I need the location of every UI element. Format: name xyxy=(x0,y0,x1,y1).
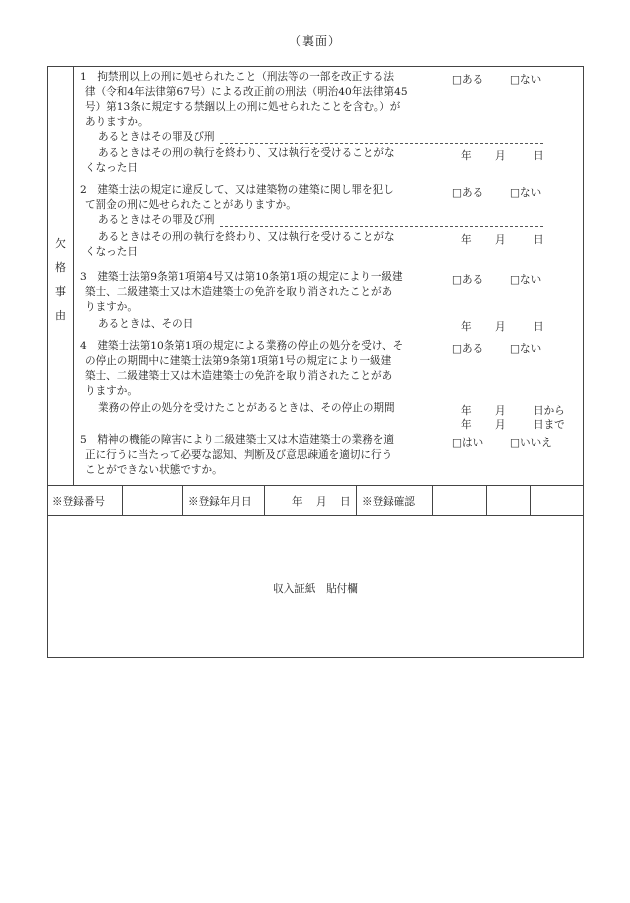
item-2-date-month: 月 xyxy=(495,234,506,246)
item-3-line-1: 3 建築士法第9条第1項第4号又は第10条第1項の規定により一級建 xyxy=(80,271,403,283)
item-4-to-month: 月 xyxy=(495,419,506,431)
item-1-date-desc-1: あるときはその刑の執行を終わり、又は執行を受けることがな xyxy=(98,147,395,159)
item-2-option-no[interactable]: □ない xyxy=(510,187,542,199)
item-3-line-2: 築士、二級建築士又は木造建築士の免許を取り消されたことがあ xyxy=(85,286,393,298)
registration-row-bottom-border xyxy=(48,515,583,516)
item-2-crime-field[interactable] xyxy=(220,226,543,227)
side-label-char-1: 欠 xyxy=(55,237,66,250)
item-5-option-no[interactable]: □いいえ xyxy=(510,437,552,449)
item-4-option-no[interactable]: □ない xyxy=(510,343,542,355)
item-3-line-3: りますか。 xyxy=(85,301,138,313)
item-1-date-desc-2: くなった日 xyxy=(85,162,138,174)
item-2-date-desc-2: くなった日 xyxy=(85,246,138,258)
side-label-char-2: 格 xyxy=(55,261,66,274)
item-3-date-label: あるときは、その日 xyxy=(98,318,194,330)
item-3-date-month: 月 xyxy=(495,321,506,333)
side-label-char-3: 事 xyxy=(55,285,66,298)
item-4-to-day: 日まで xyxy=(533,419,565,431)
item-3-option-yes[interactable]: □ある xyxy=(452,274,484,286)
item-1-line-1: 1 拘禁刑以上の刑に処せられたこと（刑法等の一部を改正する法 xyxy=(80,71,394,83)
reg-divider-2 xyxy=(182,485,183,515)
item-1-date-month: 月 xyxy=(495,150,506,162)
reg-divider-1 xyxy=(122,485,123,515)
item-1-line-4: ありますか。 xyxy=(85,116,149,128)
item-2-date-desc-1: あるときはその刑の執行を終わり、又は執行を受けることがな xyxy=(98,231,395,243)
item-4-line-4: りますか。 xyxy=(85,385,138,397)
reg-divider-3 xyxy=(264,485,265,515)
item-5-option-yes[interactable]: □はい xyxy=(452,437,484,449)
page-title: （裏面） xyxy=(288,34,341,48)
form-frame xyxy=(47,66,584,658)
item-1-option-no[interactable]: □ない xyxy=(510,74,542,86)
item-2-date-year: 年 xyxy=(461,234,472,246)
registration-number-label: ※登録番号 xyxy=(52,496,105,508)
item-1-crime-label: あるときはその罪及び刑 xyxy=(98,131,215,143)
registration-row-top-border xyxy=(48,485,583,486)
revenue-stamp-label: 収入証紙 貼付欄 xyxy=(273,583,358,595)
reg-divider-7 xyxy=(530,485,531,515)
item-5-line-2: 正に行うに当たって必要な認知、判断及び意思疎通を適切に行う xyxy=(85,449,393,461)
item-4-from-year: 年 xyxy=(461,405,472,417)
item-1-crime-field[interactable] xyxy=(220,143,543,144)
item-2-crime-label: あるときはその罪及び刑 xyxy=(98,214,215,226)
item-4-period-label: 業務の停止の処分を受けたことがあるときは、その停止の期間 xyxy=(98,402,395,414)
item-2-option-yes[interactable]: □ある xyxy=(452,187,484,199)
registration-date-month: 月 xyxy=(316,496,327,508)
registration-date-label: ※登録年月日 xyxy=(188,496,252,508)
item-5-line-1: 5 精神の機能の障害により二級建築士又は木造建築士の業務を適 xyxy=(80,434,394,446)
item-4-from-month: 月 xyxy=(495,405,506,417)
item-4-line-1: 4 建築士法第10条第1項の規定による業務の停止の処分を受け、そ xyxy=(80,340,404,352)
item-1-date-day: 日 xyxy=(533,150,544,162)
registration-confirm-label: ※登録確認 xyxy=(362,496,415,508)
reg-divider-4 xyxy=(356,485,357,515)
item-4-from-day: 日から xyxy=(533,405,565,417)
item-1-option-yes[interactable]: □ある xyxy=(452,74,484,86)
reg-divider-5 xyxy=(432,485,433,515)
item-2-line-1: 2 建築士法の規定に違反して、又は建築物の建築に関し罪を犯し xyxy=(80,184,394,196)
item-4-option-yes[interactable]: □ある xyxy=(452,343,484,355)
side-label-char-4: 由 xyxy=(55,309,66,322)
item-1-line-2: 律（令和4年法律第67号）による改正前の刑法（明治40年法律第45 xyxy=(85,86,408,98)
item-2-line-2: て罰金の刑に処せられたことがありますか。 xyxy=(85,199,297,211)
item-1-line-3: 号）第13条に規定する禁錮以上の刑に処せられたことを含む。）が xyxy=(85,101,401,113)
item-3-date-year: 年 xyxy=(461,321,472,333)
item-3-date-day: 日 xyxy=(533,321,544,333)
item-4-line-3: 築士、二級建築士又は木造建築士の免許を取り消されたことがあ xyxy=(85,370,393,382)
item-4-to-year: 年 xyxy=(461,419,472,431)
side-divider xyxy=(73,67,74,485)
item-3-option-no[interactable]: □ない xyxy=(510,274,542,286)
item-4-line-2: の停止の期間中に建築士法第9条第1項第1号の規定により一級建 xyxy=(85,355,392,367)
reg-divider-6 xyxy=(486,485,487,515)
item-1-date-year: 年 xyxy=(461,150,472,162)
registration-date-day: 日 xyxy=(340,496,351,508)
item-2-date-day: 日 xyxy=(533,234,544,246)
item-5-line-3: ことができない状態ですか。 xyxy=(85,464,223,476)
registration-date-year: 年 xyxy=(292,496,303,508)
